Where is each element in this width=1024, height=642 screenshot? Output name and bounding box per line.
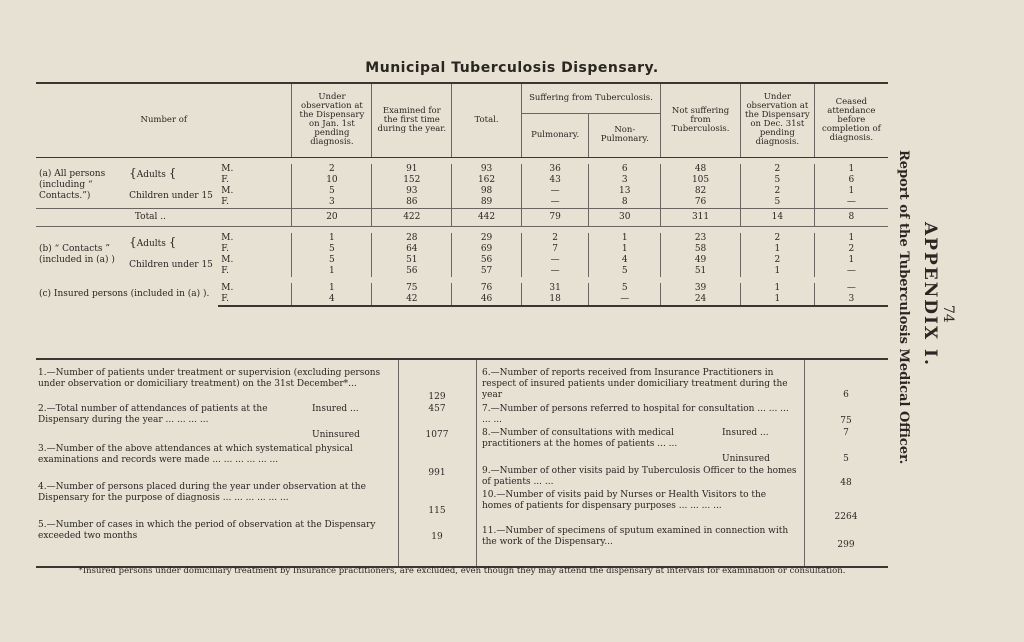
- stat-8-insured-label: Insured ...: [722, 428, 769, 438]
- sex-label: M.: [221, 185, 234, 196]
- cell: 76: [661, 197, 741, 209]
- cell: —: [521, 186, 589, 197]
- cell: 1: [814, 186, 888, 197]
- cell: 1: [292, 266, 372, 277]
- cell: 18: [521, 294, 589, 306]
- stat-6-text: 6.—Number of reports received from Insurance Practitioners in respect of insured patients under domiciliary treatment during the year: [482, 368, 788, 400]
- cell: —: [814, 197, 888, 209]
- table-row: [36, 255, 888, 266]
- header-examined-first: Examined for the first time during the year.: [372, 83, 452, 157]
- cell: 5: [589, 266, 661, 277]
- cell: —: [521, 266, 589, 277]
- stat-5-text: 5.—Number of cases in which the period of observation at the Dispensary exceeded two months: [38, 520, 376, 541]
- header-total: Total.: [452, 83, 522, 157]
- group-a-label: (a) All persons (including “ Contacts.”): [39, 169, 106, 201]
- stat-7-text: 7.—Number of persons referred to hospital for consultation ... ... ... ... ...: [482, 404, 789, 425]
- cell: 1: [740, 266, 814, 277]
- sex-label: F.: [221, 243, 229, 254]
- header-pulmonary: Pulmonary.: [521, 113, 589, 157]
- sex-label: M.: [221, 254, 234, 265]
- cell: 1: [740, 294, 814, 306]
- children-label: Children under 15: [129, 191, 213, 201]
- stat-11-text: 11.—Number of specimens of sputum examined in connection with the work of the Dispensary...: [482, 526, 789, 547]
- cell: 6: [589, 164, 661, 175]
- sex-label: F.: [221, 196, 229, 207]
- cell: 2: [740, 186, 814, 197]
- children-label: Children under 15: [129, 260, 213, 270]
- cell: —: [521, 197, 589, 209]
- cell: 8: [589, 197, 661, 209]
- cell: 36: [521, 164, 589, 175]
- stats-right: [482, 360, 888, 566]
- stat-4-text: 4.—Number of persons placed during the year under observation at the Dispensary for the purpose of diagnosis ... ... ... ... ... ...: [38, 482, 366, 503]
- stat-2-text: 2.—Total number of attendances of patients at the Dispensary during the year ... ... ... ...: [38, 404, 268, 425]
- cell: 1: [292, 233, 372, 244]
- cell: 2: [521, 233, 589, 244]
- cell: 89: [452, 197, 522, 209]
- cell: 28: [372, 233, 452, 244]
- cell: 30: [589, 208, 661, 226]
- cell: 57: [452, 266, 522, 277]
- cell: 51: [661, 266, 741, 277]
- dispensary-table: [36, 82, 888, 307]
- cell: 6: [814, 175, 888, 186]
- group-b-label: (b) “ Contacts ” (included in (a) ): [39, 243, 115, 265]
- cell: 56: [452, 255, 522, 266]
- cell: —: [521, 255, 589, 266]
- stat-7-value: 75: [840, 416, 852, 426]
- table-row: [36, 164, 888, 175]
- cell: 1: [740, 244, 814, 255]
- cell: 69: [452, 244, 522, 255]
- cell: 64: [372, 244, 452, 255]
- stat-8-text: 8.—Number of consultations with medical practitioners at the homes of patients ... ...: [482, 428, 678, 449]
- cell: 1: [589, 233, 661, 244]
- page-title: Municipal Tuberculosis Dispensary.: [365, 60, 659, 76]
- stat-10-text: 10.—Number of visits paid by Nurses or Health Visitors to the homes of patients for dispensary purposes ... ... ... ...: [482, 490, 767, 511]
- cell: 56: [372, 266, 452, 277]
- cell: 10: [292, 175, 372, 186]
- stat-3-text: 3.—Number of the above attendances at which systematical physical examinations and records were made ... ... ... ... ... ...: [38, 444, 353, 465]
- header-suffering: Suffering from Tuberculosis.: [521, 83, 660, 113]
- cell: 5: [589, 283, 661, 294]
- cell: 79: [521, 208, 589, 226]
- cell: 1: [292, 283, 372, 294]
- sex-label: M.: [221, 232, 234, 243]
- table-row: [36, 233, 888, 244]
- cell: 1: [814, 233, 888, 244]
- cell: —: [814, 266, 888, 277]
- report-heading: Report of the Tuberculosis Medical Officer.: [896, 150, 911, 465]
- cell: 311: [661, 208, 741, 226]
- adults-label: {Adults {: [129, 166, 177, 180]
- cell: 13: [589, 186, 661, 197]
- cell: 162: [452, 175, 522, 186]
- stat-2-uninsured-value: 1077: [425, 430, 449, 440]
- appendix-heading: APPENDIX I.: [920, 222, 940, 367]
- cell: 14: [740, 208, 814, 226]
- header-not-suffering: Not suffering from Tuberculosis.: [661, 83, 741, 157]
- adults-label: {Adults {: [129, 235, 177, 249]
- cell: 5: [740, 175, 814, 186]
- cell: —: [814, 283, 888, 294]
- statistics-box: [36, 358, 888, 568]
- cell: 1: [814, 164, 888, 175]
- cell: 4: [292, 294, 372, 306]
- cell: 1: [814, 255, 888, 266]
- stat-8-uninsured-value: 5: [843, 454, 849, 464]
- stat-8-uninsured-label: Uninsured: [722, 454, 770, 464]
- stat-1-value: 129: [428, 392, 446, 402]
- cell: 98: [452, 186, 522, 197]
- cell: 2: [740, 164, 814, 175]
- cell: 3: [292, 197, 372, 209]
- header-under-obs-dec: Under observation at the Dispensary on Dec. 31st pending diagnosis.: [740, 83, 814, 157]
- stat-5-value: 19: [431, 532, 443, 542]
- cell: 442: [452, 208, 522, 226]
- header-ceased: Ceased attendance before completion of diagnosis.: [814, 83, 888, 157]
- cell: 42: [372, 294, 452, 306]
- cell: 48: [661, 164, 741, 175]
- stats-left: [36, 360, 476, 566]
- sex-label: M.: [221, 163, 234, 174]
- stat-1-text: 1.—Number of patients under treatment or supervision (excluding persons under observation or domiciliary treatment) on the 31st December*...: [38, 368, 381, 389]
- header-under-obs-jan: Under observation at the Dispensary on Jan. 1st pending diagnosis.: [292, 83, 372, 157]
- table-row: [36, 283, 888, 294]
- stat-2-uninsured-label: Uninsured: [312, 430, 360, 440]
- cell: 422: [372, 208, 452, 226]
- cell: 46: [452, 294, 522, 306]
- stat-8-insured-value: 7: [843, 428, 849, 438]
- cell: 3: [814, 294, 888, 306]
- cell: 7: [521, 244, 589, 255]
- stat-11-value: 299: [837, 540, 855, 550]
- stat-2-insured-value: 457: [428, 404, 446, 414]
- cell: 24: [661, 294, 741, 306]
- cell: 91: [372, 164, 452, 175]
- cell: 76: [452, 283, 522, 294]
- cell: 29: [452, 233, 522, 244]
- stat-6-value: 6: [843, 390, 849, 400]
- cell: 49: [661, 255, 741, 266]
- cell: 2: [740, 233, 814, 244]
- cell: 3: [589, 175, 661, 186]
- cell: 2: [292, 164, 372, 175]
- sex-label: F.: [221, 174, 229, 185]
- cell: 5: [292, 255, 372, 266]
- cell: —: [589, 294, 661, 306]
- group-c-label: (c) Insured persons (included in (a) ).: [39, 288, 210, 299]
- cell: 4: [589, 255, 661, 266]
- stat-9-text: 9.—Number of other visits paid by Tuberculosis Officer to the homes of patients ... ...: [482, 466, 797, 487]
- cell: 20: [292, 208, 372, 226]
- cell: 1: [589, 244, 661, 255]
- sex-label: F.: [218, 294, 292, 306]
- header-number-of: Number of: [36, 83, 292, 157]
- total-label: Total ..: [126, 208, 292, 226]
- stat-9-value: 48: [840, 478, 852, 488]
- cell: 58: [661, 244, 741, 255]
- sex-label: F.: [221, 265, 229, 276]
- page-number: 74: [940, 305, 956, 323]
- stat-10-value: 2264: [834, 512, 858, 522]
- footnote: *Insured persons under domiciliary treatment by Insurance practitioners, are excluded, even though they may attend the dispensary at intervals for examination or consultation.: [78, 566, 846, 576]
- cell: 51: [372, 255, 452, 266]
- cell: 5: [292, 186, 372, 197]
- cell: 5: [292, 244, 372, 255]
- table-row: [36, 186, 888, 197]
- cell: 2: [814, 244, 888, 255]
- cell: 31: [521, 283, 589, 294]
- stat-3-value: 991: [428, 468, 446, 478]
- cell: 39: [661, 283, 741, 294]
- cell: 23: [661, 233, 741, 244]
- stat-2-insured-label: Insured ...: [312, 404, 359, 414]
- cell: 105: [661, 175, 741, 186]
- cell: 43: [521, 175, 589, 186]
- cell: 1: [740, 283, 814, 294]
- cell: 93: [372, 186, 452, 197]
- cell: 2: [740, 255, 814, 266]
- cell: 82: [661, 186, 741, 197]
- cell: 93: [452, 164, 522, 175]
- header-non-pulmonary: Non-Pulmonary.: [589, 113, 661, 157]
- cell: 5: [740, 197, 814, 209]
- cell: 75: [372, 283, 452, 294]
- cell: 152: [372, 175, 452, 186]
- sex-label: M.: [221, 282, 234, 293]
- cell: 8: [814, 208, 888, 226]
- cell: 86: [372, 197, 452, 209]
- stat-4-value: 115: [428, 506, 446, 516]
- total-row: [36, 208, 888, 226]
